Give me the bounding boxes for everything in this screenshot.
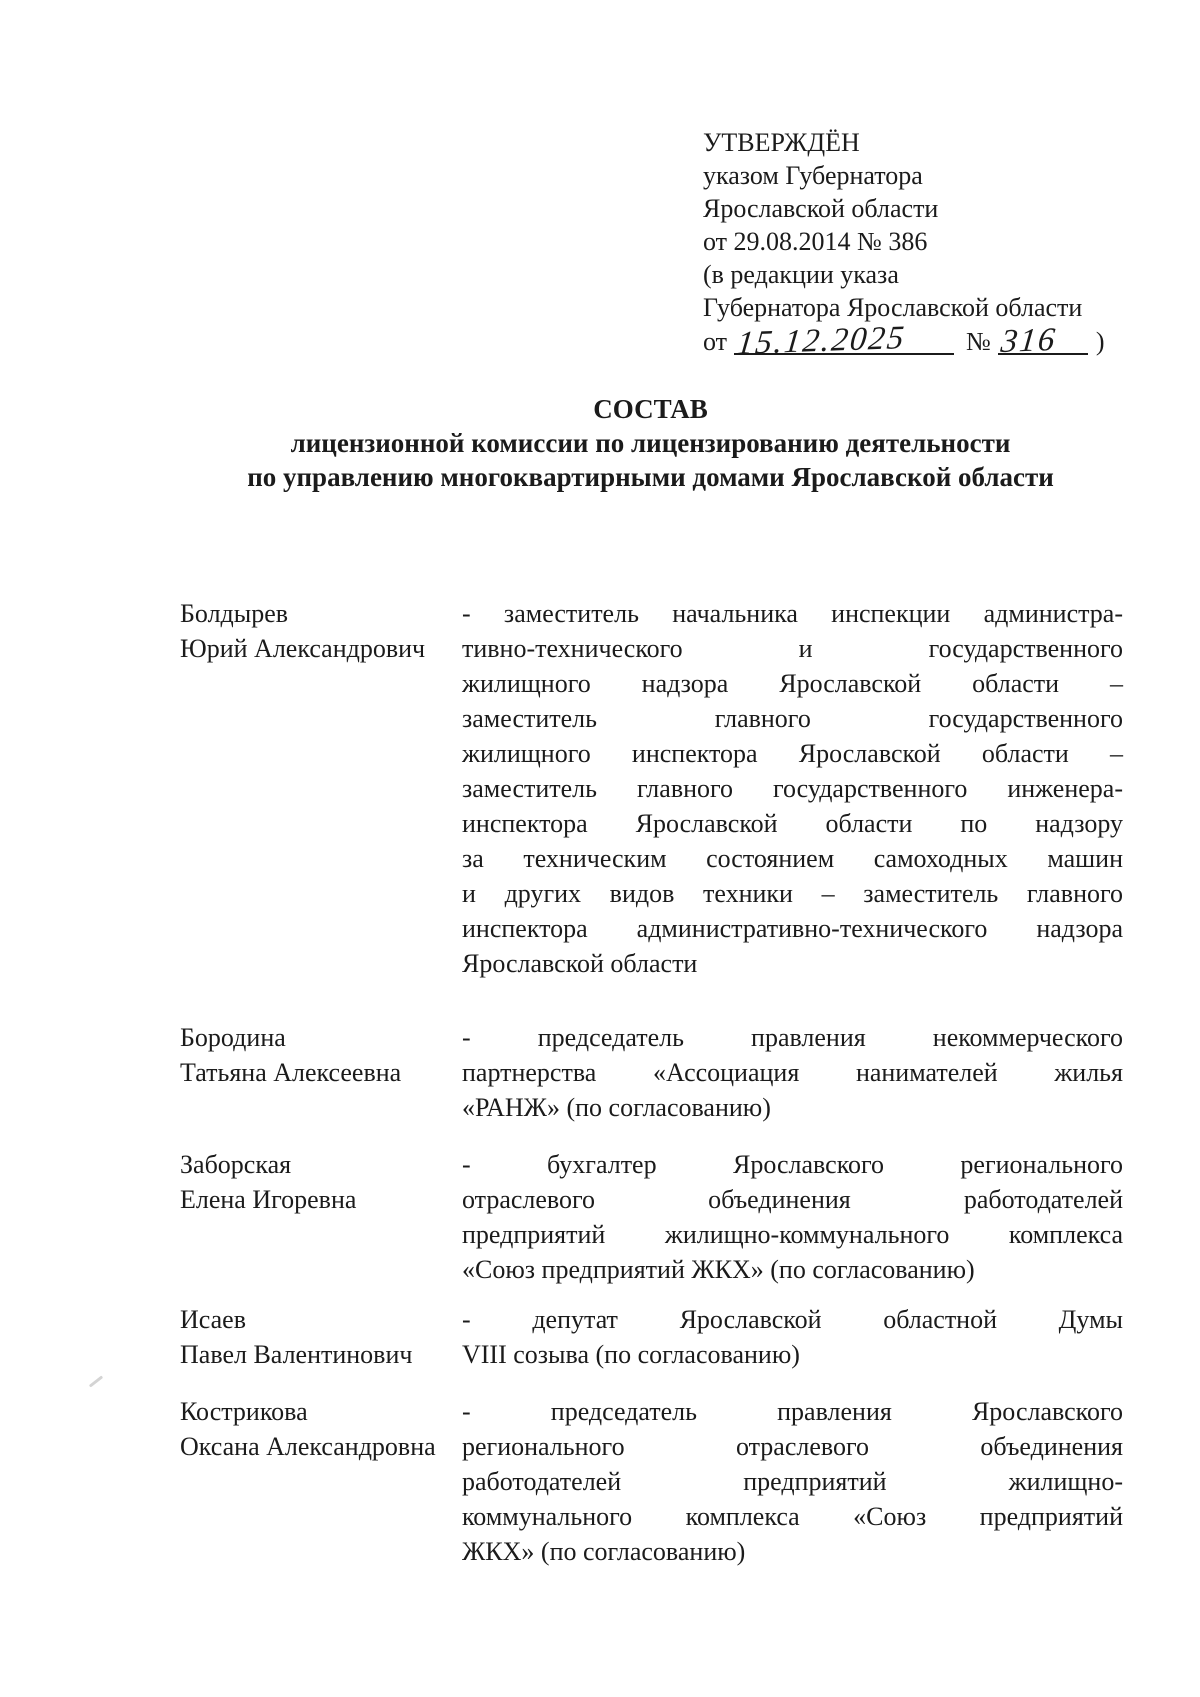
handwritten-number: 316 bbox=[999, 321, 1059, 360]
member-description-line: инспектора Ярославской области по надзору bbox=[462, 809, 1123, 838]
member-description-line: инспектора административно-технического надзора bbox=[462, 914, 1123, 943]
member-description-line: - заместитель начальника инспекции администра- bbox=[462, 599, 1123, 628]
member-name-line: Исаев bbox=[180, 1305, 246, 1334]
member-description-line: заместитель главного государственного инженера- bbox=[462, 774, 1123, 803]
member-description bbox=[462, 1394, 1123, 1569]
member-description bbox=[462, 1302, 1123, 1372]
approval-line: (в редакции указа bbox=[703, 260, 899, 289]
member-row bbox=[180, 596, 1123, 981]
member-description bbox=[462, 1020, 1123, 1125]
approval-lines bbox=[703, 126, 1173, 324]
member-description-line: VIII созыва (по согласованию) bbox=[462, 1340, 800, 1369]
member-description-line: партнерства «Ассоциация нанимателей жилья bbox=[462, 1058, 1123, 1087]
document-title bbox=[178, 392, 1123, 494]
member-description-line: - бухгалтер Ярославского регионального bbox=[462, 1150, 1123, 1179]
member-name bbox=[180, 1302, 462, 1372]
handwritten-date-underline bbox=[734, 319, 954, 362]
member-description-line: работодателей предприятий жилищно- bbox=[462, 1467, 1123, 1496]
approval-line: Губернатора Ярославской области bbox=[703, 293, 1083, 322]
member-row bbox=[180, 1147, 1123, 1287]
member-row bbox=[180, 1020, 1123, 1125]
member-name bbox=[180, 1147, 462, 1287]
scan-artifact bbox=[89, 1375, 103, 1387]
member-name-line: Заборская bbox=[180, 1150, 292, 1179]
member-description-line: «Союз предприятий ЖКХ» (по согласованию) bbox=[462, 1255, 975, 1284]
member-description-line: - председатель правления некоммерческого bbox=[462, 1023, 1123, 1052]
member-description-line: и других видов техники – заместитель главного bbox=[462, 879, 1123, 908]
member-name bbox=[180, 596, 462, 981]
member-description-line: «РАНЖ» (по согласованию) bbox=[462, 1093, 771, 1122]
approval-filled-suffix: ) bbox=[1095, 327, 1105, 356]
member-description-line: - депутат Ярославской областной Думы bbox=[462, 1305, 1123, 1334]
member-name bbox=[180, 1020, 462, 1125]
member-description-line: отраслевого объединения работодателей bbox=[462, 1185, 1123, 1214]
member-description-line: жилищного инспектора Ярославской области – bbox=[462, 739, 1123, 768]
member-description-line: за техническим состоянием самоходных машин bbox=[462, 844, 1123, 873]
member-description-line: предприятий жилищно-коммунального комплекса bbox=[462, 1220, 1123, 1249]
title-line-2: лицензионной комиссии по лицензированию деятельности bbox=[290, 428, 1011, 458]
handwritten-number-underline bbox=[998, 321, 1088, 360]
member-row bbox=[180, 1394, 1123, 1569]
member-description bbox=[462, 596, 1123, 981]
member-description-line: Ярославской области bbox=[462, 949, 698, 978]
members-list bbox=[180, 596, 1123, 1569]
handwritten-date: 15.12.2025 bbox=[735, 319, 908, 362]
approval-number-sign: № bbox=[966, 327, 991, 356]
member-description-line: - председатель правления Ярославского bbox=[462, 1397, 1123, 1426]
member-description-line: ЖКХ» (по согласованию) bbox=[462, 1537, 746, 1566]
approval-block bbox=[703, 126, 1173, 362]
member-description-line: тивно-технического и государственного bbox=[462, 634, 1123, 663]
member-name-line: Оксана Александровна bbox=[180, 1432, 436, 1461]
approval-line: от 29.08.2014 № 386 bbox=[703, 227, 928, 256]
approval-line: Ярославской области bbox=[703, 194, 939, 223]
member-name-line: Павел Валентинович bbox=[180, 1340, 413, 1369]
member-description-line: регионального отраслевого объединения bbox=[462, 1432, 1123, 1461]
title-line-3: по управлению многоквартирными домами Ярославской области bbox=[247, 462, 1054, 492]
approval-filled-line bbox=[703, 319, 1173, 362]
member-name-line: Бородина bbox=[180, 1023, 286, 1052]
approval-line: УТВЕРЖДЁН bbox=[703, 128, 860, 157]
member-name-line: Елена Игоревна bbox=[180, 1185, 357, 1214]
approval-line: указом Губернатора bbox=[703, 161, 923, 190]
member-description bbox=[462, 1147, 1123, 1287]
member-name-line: Болдырев bbox=[180, 599, 289, 628]
member-description-line: жилищного надзора Ярославской области – bbox=[462, 669, 1123, 698]
member-name-line: Кострикова bbox=[180, 1397, 308, 1426]
member-description-line: коммунального комплекса «Союз предприятий bbox=[462, 1502, 1123, 1531]
member-row bbox=[180, 1302, 1123, 1372]
member-name-line: Юрий Александрович bbox=[180, 634, 426, 663]
member-name-line: Татьяна Алексеевна bbox=[180, 1058, 402, 1087]
title-line-1: СОСТАВ bbox=[593, 394, 708, 424]
member-name bbox=[180, 1394, 462, 1569]
member-description-line: заместитель главного государственного bbox=[462, 704, 1123, 733]
approval-filled-prefix: от bbox=[703, 327, 728, 356]
